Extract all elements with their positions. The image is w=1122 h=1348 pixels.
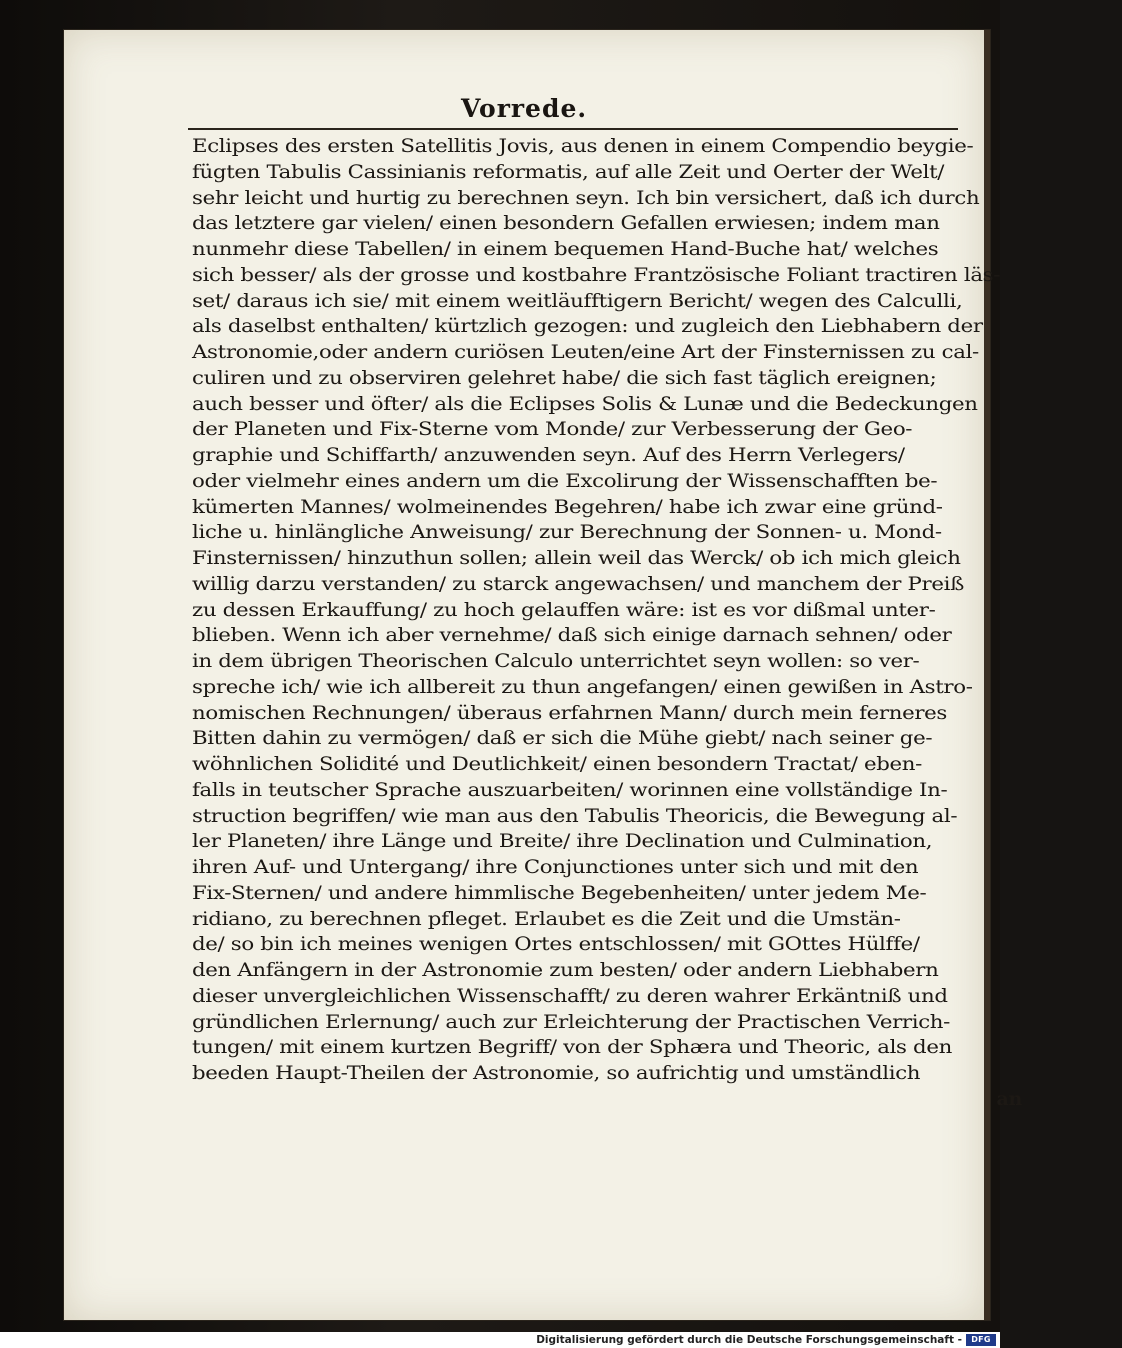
text-line: in dem übrigen Theorischen Calculo unterrichtet seyn wollen: so ver- xyxy=(192,650,920,672)
text-line: set/ daraus ich sie/ mit einem weitläufftigern Bericht/ wegen des Calculli, xyxy=(192,289,963,312)
dfg-logo: DFG xyxy=(966,1334,996,1346)
text-line: struction begriffen/ wie man aus den Tabulis Theoricis, die Bewegung al- xyxy=(192,804,958,827)
text-line: falls in teutscher Sprache auszuarbeiten/ worinnen eine vollständige In- xyxy=(192,778,948,801)
text-line: auch besser und öfter/ als die Eclipses Solis & Lunæ und die Bedeckungen xyxy=(192,392,978,415)
text-line: Astronomie,oder andern curiösen Leuten/eine Art der Finsternissen zu cal- xyxy=(192,341,979,363)
text-line: den Anfängern in der Astronomie zum besten/ oder andern Liebhabern xyxy=(192,959,939,981)
text-line: der Planeten und Fix-Sterne vom Monde/ zur Verbesserung der Geo- xyxy=(192,418,913,441)
text-line: zu dessen Erkauffung/ zu hoch gelauffen wäre: ist es vor dißmal unter- xyxy=(192,598,936,621)
text-line: dieser unvergleichlichen Wissenschafft/ zu deren wahrer Erkäntniß und xyxy=(192,984,948,1007)
text-line: fügten Tabulis Cassinianis reformatis, auf alle Zeit und Oerter der Welt/ xyxy=(192,160,945,183)
text-line: wöhnlichen Solidité und Deutlichkeit/ einen besondern Tractat/ eben- xyxy=(192,753,923,775)
catchword: an xyxy=(996,1087,1022,1110)
text-line: de/ so bin ich meines wenigen Ortes entschlossen/ mit GOttes Hülffe/ xyxy=(192,933,920,956)
footer-credit: Digitalisierung gefördert durch die Deutsche Forschungsgemeinschaft - xyxy=(536,1334,962,1346)
text-line: willig darzu verstanden/ zu starck angewachsen/ und manchem der Preiß xyxy=(192,572,964,595)
book-page xyxy=(64,30,1022,1320)
body-text xyxy=(192,134,1022,1113)
text-line: tungen/ mit einem kurtzen Begriff/ von der Sphæra und Theoric, als den xyxy=(192,1036,952,1059)
text-line: Fix-Sternen/ und andere himmlische Begebenheiten/ unter jedem Me- xyxy=(192,881,927,904)
text-line: ler Planeten/ ihre Länge und Breite/ ihre Declination und Culmination, xyxy=(192,830,933,853)
text-line: als daselbst enthalten/ kürtzlich gezogen: und zugleich den Liebhabern der xyxy=(192,315,983,338)
footer-bar xyxy=(0,1332,1000,1348)
text-line: sehr leicht und hurtig zu berechnen seyn. Ich bin versichert, daß ich durch xyxy=(192,186,980,209)
text-line: Eclipses des ersten Satellitis Jovis, aus denen in einem Compendio beygie- xyxy=(192,135,974,157)
text-line: gründlichen Erlernung/ auch zur Erleichterung der Practischen Verrich- xyxy=(192,1010,951,1033)
text-line: ridiano, zu berechnen pfleget. Erlaubet es die Zeit und die Umstän- xyxy=(192,907,901,930)
text-line: nunmehr diese Tabellen/ in einem bequemen Hand-Buche hat/ welches xyxy=(192,238,939,260)
text-line: Finsternissen/ hinzuthun sollen; allein weil das Werck/ ob ich mich gleich xyxy=(192,547,961,569)
text-line: sich besser/ als der grosse und kostbahre Frantzösische Foliant tractiren läs- xyxy=(192,263,1001,286)
text-line: graphie und Schiffarth/ anzuwenden seyn. Auf des Herrn Verlegers/ xyxy=(192,444,905,466)
text-line: Bitten dahin zu vermögen/ daß er sich die Mühe giebt/ nach seiner ge- xyxy=(192,727,933,750)
text-line: spreche ich/ wie ich allbereit zu thun angefangen/ einen gewißen in Astro- xyxy=(192,675,973,698)
text-line: culiren und zu observiren gelehret habe/ die sich fast täglich ereignen; xyxy=(192,366,937,389)
page-header: Vorrede. xyxy=(460,94,588,123)
text-line: beeden Haupt-Theilen der Astronomie, so aufrichtig und umständlich xyxy=(192,1062,921,1084)
text-line: ihren Auf- und Untergang/ ihre Conjunctiones unter sich und mit den xyxy=(192,856,919,878)
text-line: liche u. hinlängliche Anweisung/ zur Berechnung der Sonnen- u. Mond- xyxy=(192,521,942,544)
header-rule xyxy=(188,128,958,130)
text-line: das letztere gar vielen/ einen besondern Gefallen erwiesen; indem man xyxy=(192,212,940,235)
text-line: kümerten Mannes/ wolmeinendes Begehren/ habe ich zwar eine gründ- xyxy=(192,495,943,518)
text-line: nomischen Rechnungen/ überaus erfahrnen Mann/ durch mein ferneres xyxy=(192,701,948,724)
text-line: blieben. Wenn ich aber vernehme/ daß sich einige darnach sehnen/ oder xyxy=(192,624,952,647)
text-line: oder vielmehr eines andern um die Excolirung der Wissenschafften be- xyxy=(192,469,938,492)
